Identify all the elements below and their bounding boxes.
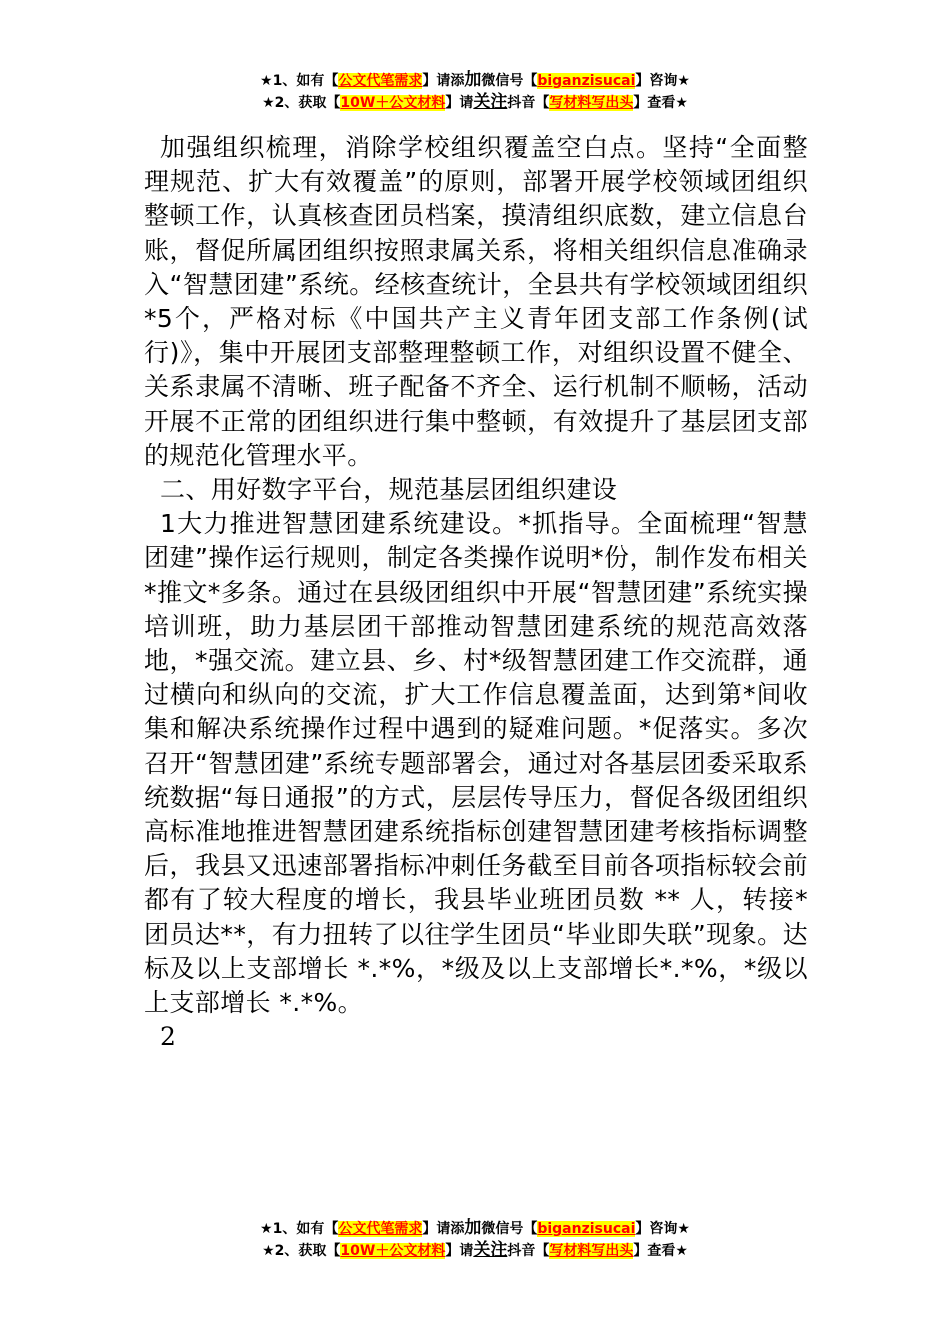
- paragraph-organization: 加强组织梳理，消除学校组织覆盖空白点。坚持“全面整理规范、扩大有效覆盖”的原则，部署开展学校领域团组织整顿工作，认真核查团员档案，摸清组织底数，建立信息台账，督促所属团组织按照隶属关系，将相关组织信息准确录入“智慧团建”系统。经核查统计，全县共有学校领域团组织*5个，严格对标《中国共产主义青年团支部工作条例(试行)》，集中开展团支部整理整顿工作，对组织设置不健全、关系隶属不清晰、班子配备不齐全、运行机制不顺畅，活动开展不正常的团组织进行集中整顿，有效提升了基层团支部的规范化管理水平。: [144, 133, 808, 470]
- page-number-text: 2: [160, 1022, 177, 1052]
- header-line-2-prefix: ★2、获取【: [262, 95, 341, 111]
- footer-line-1-suffix: 】咨询★: [635, 1221, 690, 1237]
- header-wechat-id-highlight: biganzisucai: [537, 73, 636, 89]
- footer-wechat-id-highlight: biganzisucai: [537, 1221, 636, 1237]
- header-line-2-suffix: 】查看★: [633, 95, 688, 111]
- footer-ghostwriting-highlight: 公文代笔需求: [338, 1221, 423, 1237]
- header-line-1: [0, 69, 950, 91]
- header-line-1-request: 】请添: [422, 73, 465, 89]
- footer-douyin-highlight: 写材料写出头: [549, 1243, 634, 1259]
- header-line-1-add: 加: [464, 70, 482, 90]
- footer-line-1-request: 】请添: [422, 1221, 465, 1237]
- header-line-1-wechat-label: 微信号【: [481, 73, 538, 89]
- footer-line-2-please: 】请: [445, 1243, 474, 1259]
- footer-line-2: [0, 1239, 950, 1261]
- header-line-2-follow: 关注: [473, 92, 508, 112]
- page-number: [144, 1020, 808, 1054]
- header-douyin-highlight: 写材料写出头: [549, 95, 634, 111]
- header-banner: [0, 69, 950, 113]
- footer-line-1-add: 加: [464, 1218, 482, 1238]
- footer-materials-highlight: 10W＋公文材料: [340, 1243, 446, 1259]
- section-heading-2: 二、用好数字平台，规范基层团组织建设: [160, 475, 618, 505]
- header-line-2: [0, 91, 950, 113]
- header-line-1-suffix: 】咨询★: [635, 73, 690, 89]
- header-ghostwriting-highlight: 公文代笔需求: [338, 73, 423, 89]
- header-line-2-douyin-label: 抖音【: [507, 95, 550, 111]
- footer-line-1: [0, 1217, 950, 1239]
- header-materials-highlight: 10W＋公文材料: [340, 95, 446, 111]
- header-line-2-please: 】请: [445, 95, 474, 111]
- footer-line-1-wechat-label: 微信号【: [481, 1221, 538, 1237]
- footer-line-2-douyin-label: 抖音【: [507, 1243, 550, 1259]
- document-body: [144, 131, 808, 1054]
- footer-line-2-suffix: 】查看★: [633, 1243, 688, 1259]
- footer-banner: [0, 1217, 950, 1261]
- footer-line-2-follow: 关注: [473, 1240, 508, 1260]
- footer-line-2-prefix: ★2、获取【: [262, 1243, 341, 1259]
- header-line-1-prefix: ★1、如有【: [260, 73, 339, 89]
- footer-line-1-prefix: ★1、如有【: [260, 1221, 339, 1237]
- paragraph-smart-league: 1大力推进智慧团建系统建设。*抓指导。全面梳理“智慧团建”操作运行规则，制定各类操作说明*份，制作发布相关*推文*多条。通过在县级团组织中开展“智慧团建”系统实操培训班，助力基层团干部推动智慧团建系统的规范高效落地，*强交流。建立县、乡、村*级智慧团建工作交流群，通过横向和纵向的交流，扩大工作信息覆盖面，达到第*间收集和解决系统操作过程中遇到的疑难问题。*促落实。多次召开“智慧团建”系统专题部署会，通过对各基层团委采取系统数据“每日通报”的方式，层层传导压力，督促各级团组织高标准地推进智慧团建系统指标创建智慧团建考核指标调整后，我县又迅速部署指标冲刺任务截至目前各项指标较会前都有了较大程度的增长，我县毕业班团员数 ** 人，转接*团员达**，有力扭转了以往学生团员“毕业即失联”现象。达标及以上支部增长 *.*%，*级及以上支部增长*.*%，*级以上支部增长 *.*%。: [144, 509, 808, 1018]
